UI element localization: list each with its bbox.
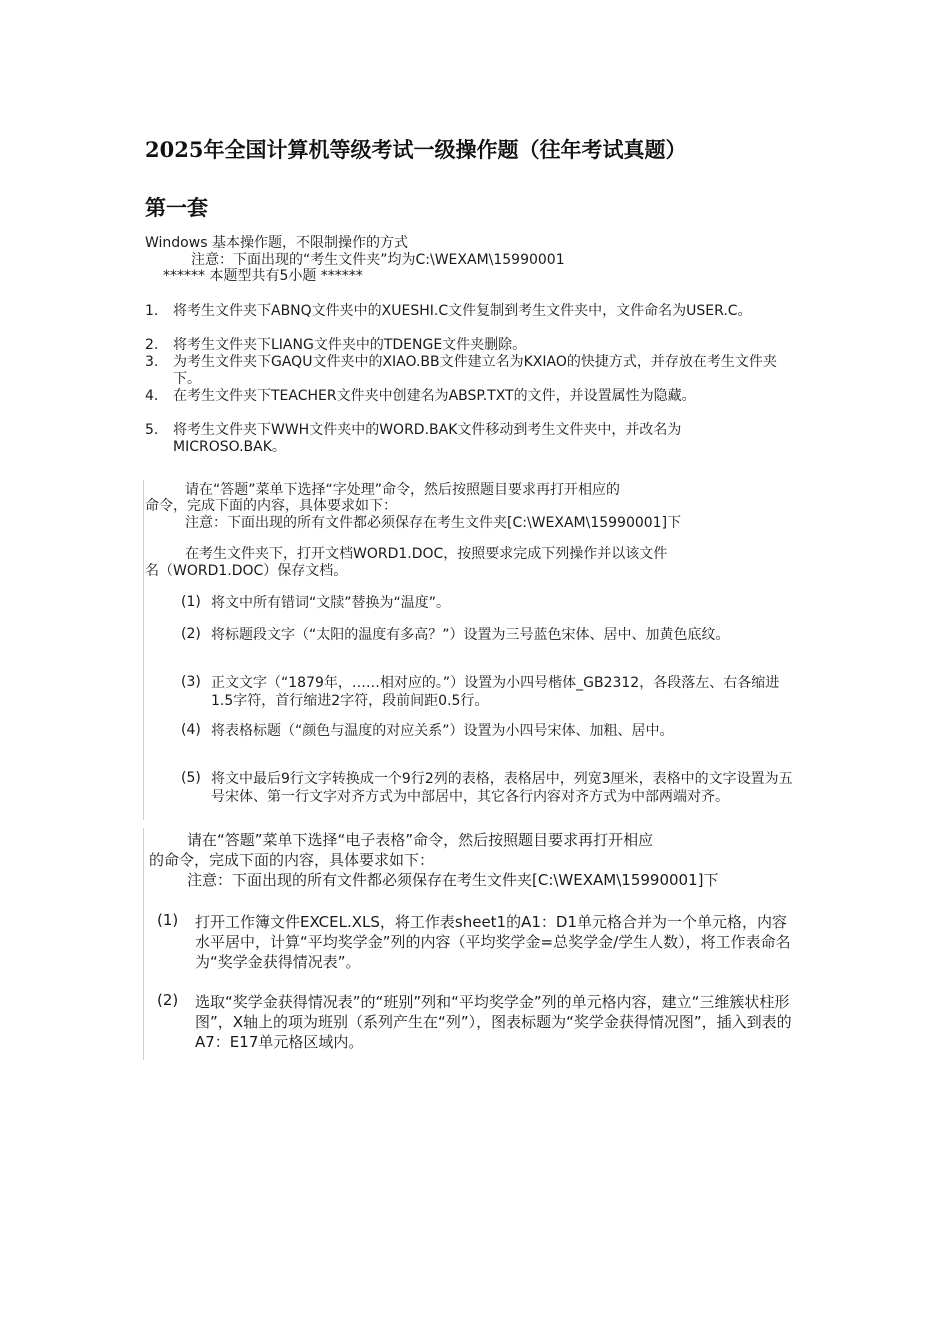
word-task-line-2: 名（WORD1.DOC）保存文档。 [145,563,348,579]
item-number: (2) [157,991,179,1009]
item-text: 将考生文件夹下LIANG文件夹中的TDENGE文件夹删除。 [173,337,527,353]
word-intro-line-2: 命令，完成下面的内容，具体要求如下： [145,498,397,514]
excel-intro-line-2: 的命令，完成下面的内容，具体要求如下： [149,851,435,869]
item-text: 选取“奖学金获得情况表”的“班别”列和“平均奖学金”列的单元格内容，建立“三维簇状柱形图”，X轴上的项为班别（系列产生在“列”），图表标题为“奖学金获得情况图”，插入到表的A7：E17单元格区域内。 [195,993,792,1051]
scan-edge-line [143,480,144,820]
item-text: 在考生文件夹下TEACHER文件夹中创建名为ABSP.TXT的文件，并设置属性为隐藏。 [173,388,696,404]
windows-heading: Windows 基本操作题，不限制操作的方式 [145,235,408,251]
windows-note: 注意：下面出现的“考生文件夹”均为C:\WEXAM\15990001 [191,252,565,268]
item-number: 4. [145,388,159,404]
scan-edge-line [143,828,144,1060]
item-number: 3. [145,354,159,370]
windows-count: ****** 本题型共有5小题 ****** [163,268,363,284]
excel-intro-line-1: 请在“答题”菜单下选择“电子表格”命令，然后按照题目要求再打开相应 [187,831,654,849]
set-title: 第一套 [145,195,208,220]
item-text: 将文中最后9行文字转换成一个9行2列的表格，表格居中，列宽3厘米，表格中的文字设置为五号宋体、第一行文字对齐方式为中部居中，其它各行内容对齐方式为中部两端对齐。 [211,771,793,805]
item-text: 将考生文件夹下WWH文件夹中的WORD.BAK文件移动到考生文件夹中，并改名为MICROSO.BAK。 [173,422,682,455]
item-number: (1) [157,911,179,929]
word-note: 注意：下面出现的所有文件都必须保存在考生文件夹[C:\WEXAM\15990001]下 [185,515,682,531]
word-intro-line-1: 请在“答题”菜单下选择“字处理”命令，然后按照题目要求再打开相应的 [185,482,621,498]
item-number: (5) [181,770,201,786]
item-number: (3) [181,674,201,690]
item-text: 为考生文件夹下GAQU文件夹中的XIAO.BB文件建立名为KXIAO的快捷方式，并存放在考生文件夹下。 [173,354,777,387]
item-number: (1) [181,594,201,610]
item-text: 正文文字（“1879年，……相对应的。”）设置为小四号楷体_GB2312，各段落左、右各缩进1.5字符，首行缩进2字符，段前间距0.5行。 [211,675,780,709]
item-text: 将表格标题（“颜色与温度的对应关系”）设置为小四号宋体、加粗、居中。 [211,723,674,739]
item-text: 将文中所有错词“文牍”替换为“温度”。 [211,595,451,611]
document-title: 2025年全国计算机等级考试一级操作题（往年考试真题） [145,137,687,162]
excel-note: 注意：下面出现的所有文件都必须保存在考生文件夹[C:\WEXAM\15990001]下 [187,871,719,889]
item-text: 将标题段文字（“太阳的温度有多高？”）设置为三号蓝色宋体、居中、加黄色底纹。 [211,627,730,643]
item-number: 2. [145,337,159,353]
item-number: 1. [145,303,159,319]
item-text: 打开工作簿文件EXCEL.XLS，将工作表sheet1的A1：D1单元格合并为一个单元格，内容水平居中，计算“平均奖学金”列的内容（平均奖学金=总奖学金/学生人数），将工作表命名为“奖学金获得情况表”。 [195,913,791,971]
item-text: 将考生文件夹下ABNQ文件夹中的XUESHI.C文件复制到考生文件夹中，文件命名为USER.C。 [173,303,752,319]
item-number: (4) [181,722,201,738]
item-number: 5. [145,422,159,438]
word-task-line-1: 在考生文件夹下，打开文档WORD1.DOC，按照要求完成下列操作并以该文件 [185,546,668,562]
item-number: (2) [181,626,201,642]
